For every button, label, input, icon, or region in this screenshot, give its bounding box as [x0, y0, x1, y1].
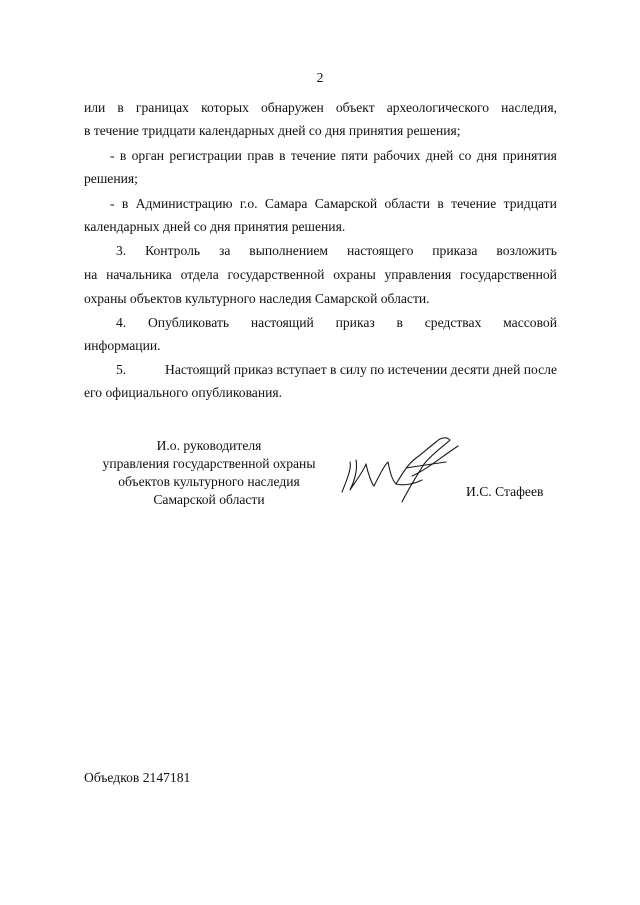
- word: Самара: [264, 196, 308, 211]
- item-number: 4.: [116, 315, 127, 330]
- word: регистрации: [169, 148, 242, 163]
- word: начальника: [106, 267, 172, 282]
- page-number: 2: [316, 70, 324, 85]
- word: границах: [135, 100, 189, 115]
- signature-stroke: [342, 462, 350, 492]
- word: за: [218, 243, 231, 258]
- signatory-title: [84, 437, 334, 509]
- body-line-5: [110, 196, 557, 212]
- word: отдела: [180, 267, 219, 282]
- body-line-11: информации.: [84, 338, 161, 353]
- signer-name: И.С. Стафеев: [466, 484, 544, 499]
- word: управления: [384, 267, 452, 282]
- word: пяти: [341, 148, 369, 163]
- word: прав: [247, 148, 274, 163]
- handwritten-signature: [336, 434, 466, 506]
- word: объект: [335, 100, 375, 115]
- word: Контроль: [145, 243, 201, 258]
- word: принятия: [502, 148, 557, 163]
- word: в: [121, 196, 129, 211]
- word: Администрацию: [135, 196, 233, 211]
- signature-stroke: [396, 480, 422, 485]
- signature-stroke: [366, 462, 396, 486]
- word: государственной: [460, 267, 557, 282]
- word: Самарской: [314, 196, 378, 211]
- item-number: 3.: [116, 243, 127, 258]
- word: возложить: [496, 243, 557, 258]
- body-line-13: его официального опубликования.: [84, 385, 283, 400]
- body-line-8: [84, 267, 557, 283]
- word: -: [110, 196, 115, 211]
- word: со: [458, 148, 472, 163]
- word: обнаружен: [260, 100, 324, 115]
- word: приказ: [335, 315, 375, 330]
- signature-stroke: [406, 462, 446, 468]
- signature-stroke: [350, 460, 366, 490]
- body-line-9: охраны объектов культурного наследия Самарской области.: [84, 291, 430, 306]
- word: средствах: [424, 315, 482, 330]
- body-line-6: календарных дней со дня принятия решения.: [84, 219, 346, 234]
- word: охраны: [333, 267, 376, 282]
- word: г.о.: [239, 196, 258, 211]
- word: дня: [476, 148, 498, 163]
- word: орган: [131, 148, 165, 163]
- word: государственной: [227, 267, 325, 282]
- body-line-7: [116, 243, 557, 259]
- body-line-10: [116, 315, 557, 331]
- body-line-1: [84, 100, 557, 116]
- body-line-3: [110, 148, 557, 164]
- body-line-4: решения;: [84, 171, 138, 186]
- word: в: [117, 100, 124, 115]
- word: на: [84, 267, 98, 282]
- word: в: [119, 148, 127, 163]
- word: настоящий: [250, 315, 314, 330]
- word: выполнением: [249, 243, 329, 258]
- word: наследия,: [501, 100, 557, 115]
- word: области: [384, 196, 430, 211]
- sentence: Настоящий приказ вступает в силу по истечении десяти дней после: [165, 362, 557, 377]
- signatory-line: И.о. руководителя: [156, 438, 262, 453]
- item-number: 5.: [116, 362, 127, 377]
- word: в: [437, 196, 444, 211]
- word: археологического: [386, 100, 490, 115]
- word: приказа: [432, 243, 478, 258]
- signatory-line: управления государственной охраны: [102, 456, 316, 471]
- word: или: [84, 100, 106, 115]
- word: в: [396, 315, 403, 330]
- word: в: [279, 148, 286, 163]
- body-line-2: в течение тридцати календарных дней со дня принятия решения;: [84, 123, 461, 138]
- word: которых: [201, 100, 249, 115]
- word: -: [110, 148, 115, 163]
- signature-stroke: [402, 438, 450, 502]
- word: дней: [425, 148, 454, 163]
- signatory-line: Самарской области: [153, 492, 265, 507]
- word: течение: [290, 148, 336, 163]
- word: настоящего: [346, 243, 414, 258]
- signatory-line: объектов культурного наследия: [118, 474, 300, 489]
- executor-note: Объедков 2147181: [84, 770, 191, 785]
- body-line-12: [116, 362, 557, 378]
- word: массовой: [503, 315, 557, 330]
- word: тридцати: [503, 196, 557, 211]
- word: Опубликовать: [147, 315, 230, 330]
- word: течение: [451, 196, 497, 211]
- word: рабочих: [373, 148, 421, 163]
